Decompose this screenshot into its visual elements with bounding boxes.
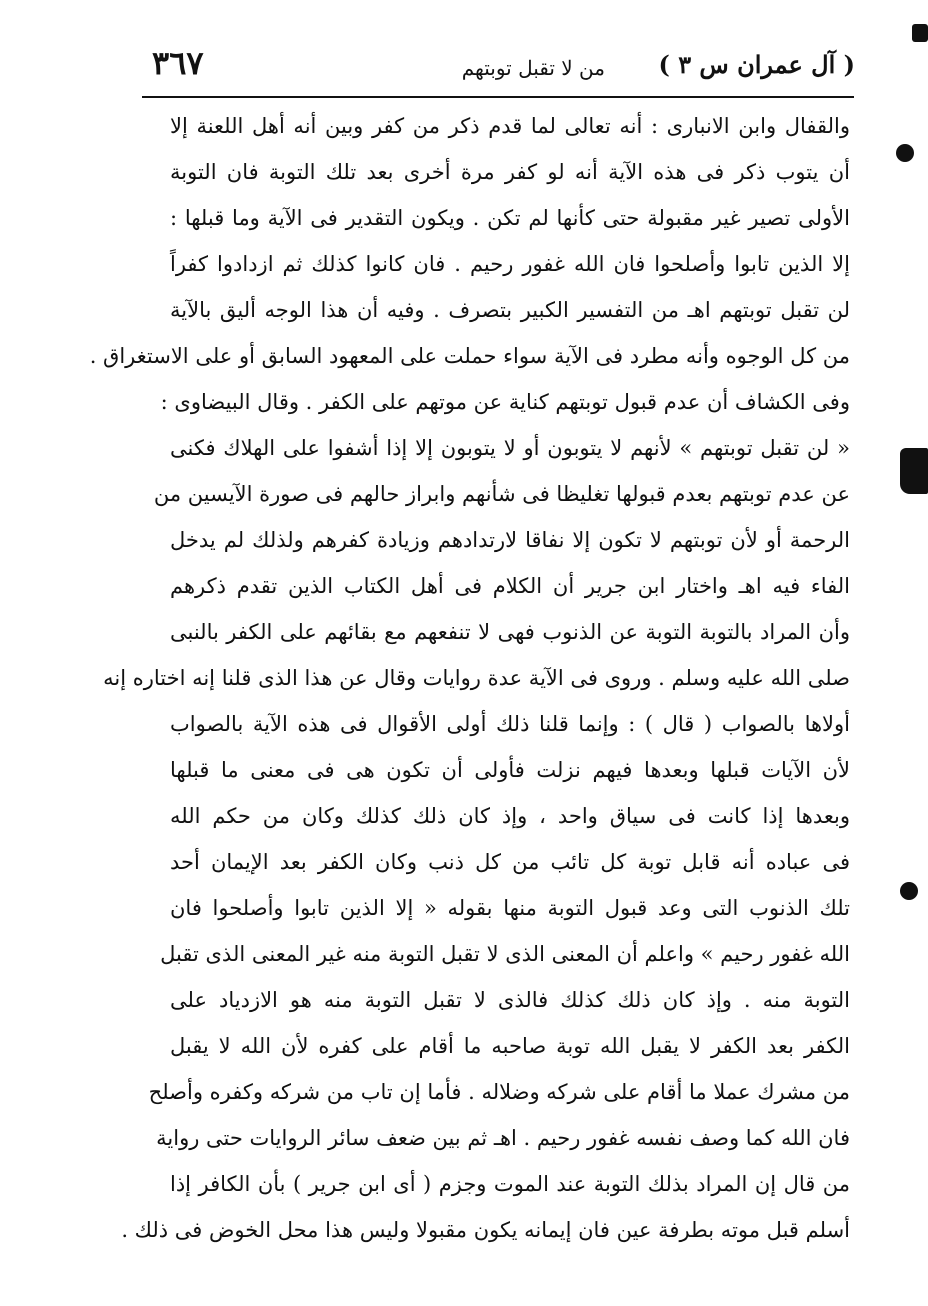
page-number: ٣٦٧ [152,44,204,82]
text-line: الكفر بعد الكفر لا يقبل الله توبة صاحبه ما أقام على كفره لأن الله لا يقبل [170,1034,850,1058]
text-line: « لن تقبل توبتهم » لأنهم لا يتوبون أو لا يتوبون إلا إذا أشفوا على الهلاك فكنى [170,436,850,460]
text-line: لن تقبل توبتهم اهـ من التفسير الكبير بتصرف . وفيه أن هذا الوجه أليق بالآية [170,298,850,322]
page-header [140,42,855,94]
header-rule [142,96,854,98]
text-line: الرحمة أو لأن توبتهم لا تكون إلا نفاقا لارتدادهم وزيادة كفرهم ولذلك لم يدخل [170,528,850,552]
ink-mark [912,24,928,42]
text-line: أولاها بالصواب ( قال ) : وإنما قلنا ذلك أولى الأقوال فى هذه الآية بالصواب [170,712,850,736]
surah-heading: ( آل عمران س ٣ ) [658,50,855,79]
topic-heading: من لا تقبل توبتهم [461,56,605,80]
text-line: من كل الوجوه وأنه مطرد فى الآية سواء حملت على المعهود السابق أو على الاستغراق . [89,344,850,368]
text-line: أسلم قبل موته بطرفة عين فان إيمانه يكون مقبولا وليس هذا محل الخوض فى ذلك . [121,1218,850,1242]
text-line: وأن المراد بالتوبة التوبة عن الذنوب فهى لا تنفعهم مع بقائهم على الكفر بالنبى [170,620,850,644]
text-line: من مشرك عملا ما أقام على شركه وضلاله . فأما إن تاب من شركه وكفره وأصلح [148,1080,850,1104]
text-line: عن عدم توبتهم بعدم قبولها تغليظا فى شأنهم وابراز حالهم فى صورة الآيسين من [153,482,850,506]
text-line: أن يتوب ذكر فى هذه الآية أنه لو كفر مرة أخرى بعد تلك التوبة فان التوبة [170,160,850,184]
text-line: لأن الآيات قبلها وبعدها فيهم نزلت فأولى أن تكون هى فى معنى ما قبلها [170,758,850,782]
text-line: الفاء فيه اهـ واختار ابن جرير أن الكلام فى أهل الكتاب الذين تقدم ذكرهم [170,574,850,598]
punch-hole-mark [896,144,914,162]
text-line: تلك الذنوب التى وعد قبول التوبة منها بقوله « إلا الذين تابوا وأصلحوا فان [170,896,850,920]
text-line: فان الله كما وصف نفسه غفور رحيم . اهـ ثم بين ضعف سائر الروايات حتى رواية [156,1126,850,1150]
text-line: الأولى تصير غير مقبولة حتى كأنها لم تكن . ويكون التقدير فى الآية وما قبلها : [170,206,850,230]
text-line: والقفال وابن الانبارى : أنه تعالى لما قدم ذكر من كفر وبين أنه أهل اللعنة إلا [170,114,850,138]
ink-blot [900,448,928,494]
text-line: فى عباده أنه قابل توبة كل تائب من كل ذنب وكان الكفر بعد الإيمان أحد [170,850,850,874]
text-line: إلا الذين تابوا وأصلحوا فان الله غفور رحيم . فان كانوا كذلك ثم ازدادوا كفراً [170,252,850,276]
text-line: من قال إن المراد بذلك التوبة عند الموت وجزم ( أى ابن جرير ) بأن الكافر إذا [170,1172,850,1196]
text-line: صلى الله عليه وسلم . وروى فى الآية عدة روايات وقال عن هذا الذى قلنا إنه اختاره إنه [103,666,850,690]
text-line: الله غفور رحيم » واعلم أن المعنى الذى لا تقبل التوبة منه غير المعنى الذى تقبل [160,942,850,966]
text-line: التوبة منه . وإذ كان ذلك كذلك فالذى لا تقبل التوبة منه هو الازدياد على [170,988,850,1012]
punch-hole-mark [900,882,918,900]
text-line: وفى الكشاف أن عدم قبول توبتهم كناية عن موتهم على الكفر . وقال البيضاوى : [160,390,850,414]
text-line: وبعدها إذا كانت فى سياق واحد ، وإذ كان ذلك كذلك وكان من حكم الله [170,804,850,828]
